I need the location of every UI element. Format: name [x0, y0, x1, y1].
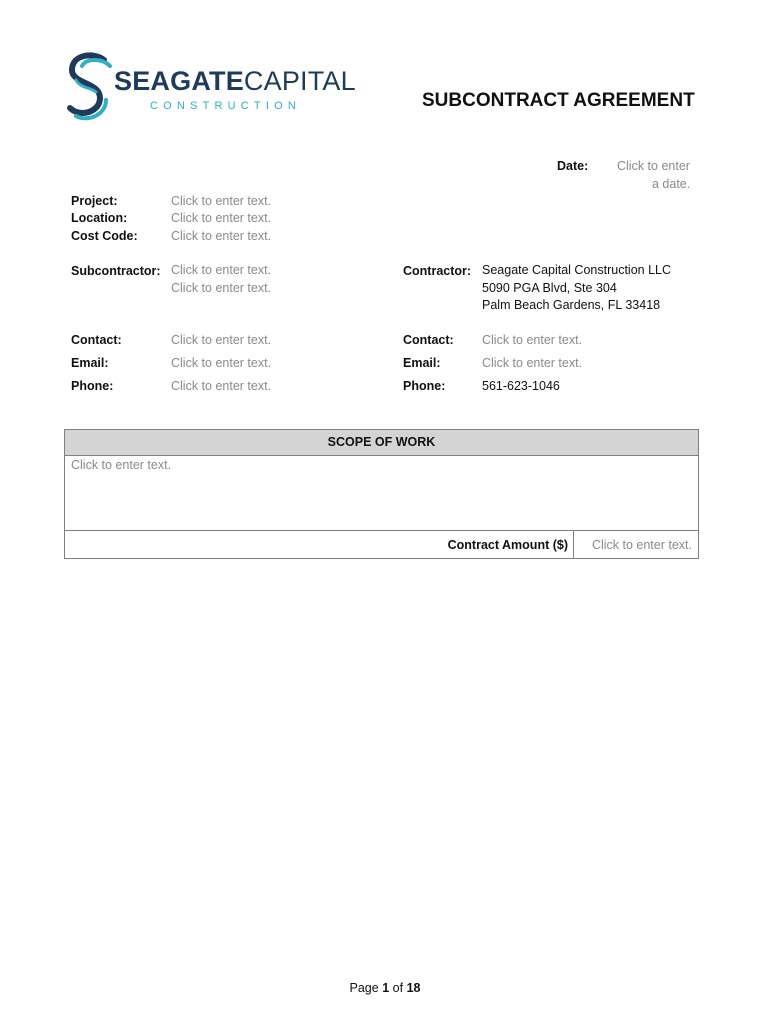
contractor-email-label: Email: [403, 356, 441, 370]
date-field-line1[interactable]: Click to enter [617, 159, 690, 173]
contract-amount-field[interactable]: Click to enter text. [591, 538, 692, 552]
contractor-email-field[interactable]: Click to enter text. [482, 356, 583, 370]
contractor-phone-value: 561-623-1046 [482, 379, 560, 393]
contractor-contact-field[interactable]: Click to enter text. [482, 333, 583, 347]
location-label: Location: [71, 211, 128, 225]
contract-amount-row [65, 530, 698, 559]
contractor-line1: Seagate Capital Construction LLC [482, 263, 672, 277]
subcontractor-label: Subcontractor: [71, 264, 161, 278]
project-label: Project: [71, 194, 118, 208]
contractor-phone-label: Phone: [403, 379, 446, 393]
contractor-line3: Palm Beach Gardens, FL 33418 [482, 298, 661, 312]
subcontractor-field[interactable] [171, 262, 271, 297]
seagate-s-logo-icon [66, 50, 114, 122]
document-title: SUBCONTRACT AGREEMENT [422, 90, 695, 111]
sub-contact-label: Contact: [71, 333, 122, 347]
sub-email-field[interactable]: Click to enter text. [171, 356, 272, 370]
logo-subtitle: CONSTRUCTION [150, 100, 302, 112]
project-field[interactable]: Click to enter text. [171, 194, 272, 208]
sub-contact-field[interactable]: Click to enter text. [171, 333, 272, 347]
amount-divider [573, 531, 574, 559]
sub-phone-label: Phone: [71, 379, 114, 393]
contractor-label: Contractor: [403, 264, 472, 278]
contractor-contact-label: Contact: [403, 333, 454, 347]
sub-phone-field[interactable]: Click to enter text. [171, 379, 272, 393]
of-word: of [392, 981, 404, 995]
cost-code-field[interactable]: Click to enter text. [171, 229, 272, 243]
page-total: 18 [406, 981, 421, 995]
page-number: 1 [382, 981, 390, 995]
subcontractor-line2[interactable]: Click to enter text. [171, 280, 272, 295]
logo-wordmark: SEAGATECAPITAL [114, 66, 356, 96]
scope-heading: SCOPE OF WORK [65, 430, 698, 456]
contractor-line2: 5090 PGA Blvd, Ste 304 [482, 280, 617, 295]
date-field-line2[interactable]: a date. [652, 177, 691, 191]
company-logo [66, 50, 356, 122]
page-word: Page [349, 981, 379, 995]
location-field[interactable]: Click to enter text. [171, 211, 272, 225]
sub-email-label: Email: [71, 356, 109, 370]
date-label: Date: [557, 159, 589, 173]
contract-amount-label: Contract Amount ($) [447, 538, 568, 552]
subcontractor-line1[interactable]: Click to enter text. [171, 263, 272, 277]
page-footer [0, 981, 770, 995]
scope-of-work-table [64, 429, 699, 559]
scope-body-field[interactable]: Click to enter text. [71, 458, 172, 472]
contractor-address [482, 262, 671, 315]
cost-code-label: Cost Code: [71, 229, 138, 243]
